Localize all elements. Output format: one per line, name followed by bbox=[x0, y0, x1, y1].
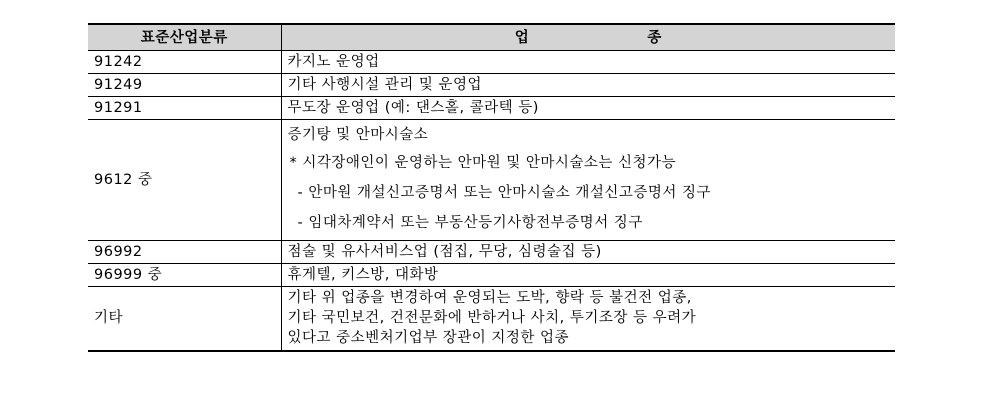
description-subnote: - 안마원 개설신고증명서 또는 안마시술소 개설신고증명서 징구 bbox=[297, 185, 712, 201]
table-row bbox=[88, 97, 895, 120]
header-industry-type-right: 종 bbox=[647, 29, 662, 46]
table-row bbox=[88, 120, 895, 241]
row-description: 무도장 운영업 (예: 댄스홀, 콜라텍 등) bbox=[281, 97, 895, 120]
row-code: 91242 bbox=[88, 51, 281, 74]
restricted-industry-table bbox=[88, 23, 895, 352]
table-row bbox=[88, 51, 895, 74]
table-row bbox=[88, 74, 895, 97]
row-code: 91291 bbox=[88, 97, 281, 120]
description-note: * 시각장애인이 운영하는 안마원 및 안마시술소는 신청가능 bbox=[289, 155, 677, 171]
header-industry-type bbox=[281, 24, 895, 51]
description-line: 있다고 중소벤처기업부 장관이 지정한 업종 bbox=[287, 330, 570, 346]
header-industry-type-left: 업 bbox=[514, 29, 530, 46]
row-description: 기타 사행시설 관리 및 운영업 bbox=[281, 74, 895, 97]
table-row bbox=[88, 241, 895, 264]
header-industry-code: 표준산업분류 bbox=[88, 24, 281, 51]
row-description bbox=[281, 120, 895, 241]
row-description: 카지노 운영업 bbox=[281, 51, 895, 74]
row-code: 91249 bbox=[88, 74, 281, 97]
row-description bbox=[281, 287, 895, 352]
table-header-row bbox=[88, 24, 895, 51]
table-row bbox=[88, 287, 895, 352]
description-line: 기타 위 업종을 변경하여 운영되는 도박, 향락 등 불건전 업종, bbox=[287, 290, 692, 306]
description-line: 증기탕 및 안마시술소 bbox=[287, 127, 429, 143]
row-description: 휴게텔, 키스방, 대화방 bbox=[281, 264, 895, 287]
description-line: 기타 국민보건, 건전문화에 반하거나 사치, 투기조장 등 우려가 bbox=[287, 310, 697, 326]
table-row bbox=[88, 264, 895, 287]
description-subnote: - 임대차계약서 또는 부동산등기사항전부증명서 징구 bbox=[297, 215, 643, 231]
row-description: 점술 및 유사서비스업 (점집, 무당, 심령술집 등) bbox=[281, 241, 895, 264]
row-code: 96992 bbox=[88, 241, 281, 264]
row-code: 9612 중 bbox=[88, 120, 281, 241]
row-code: 96999 중 bbox=[88, 264, 281, 287]
row-code: 기타 bbox=[88, 287, 281, 352]
